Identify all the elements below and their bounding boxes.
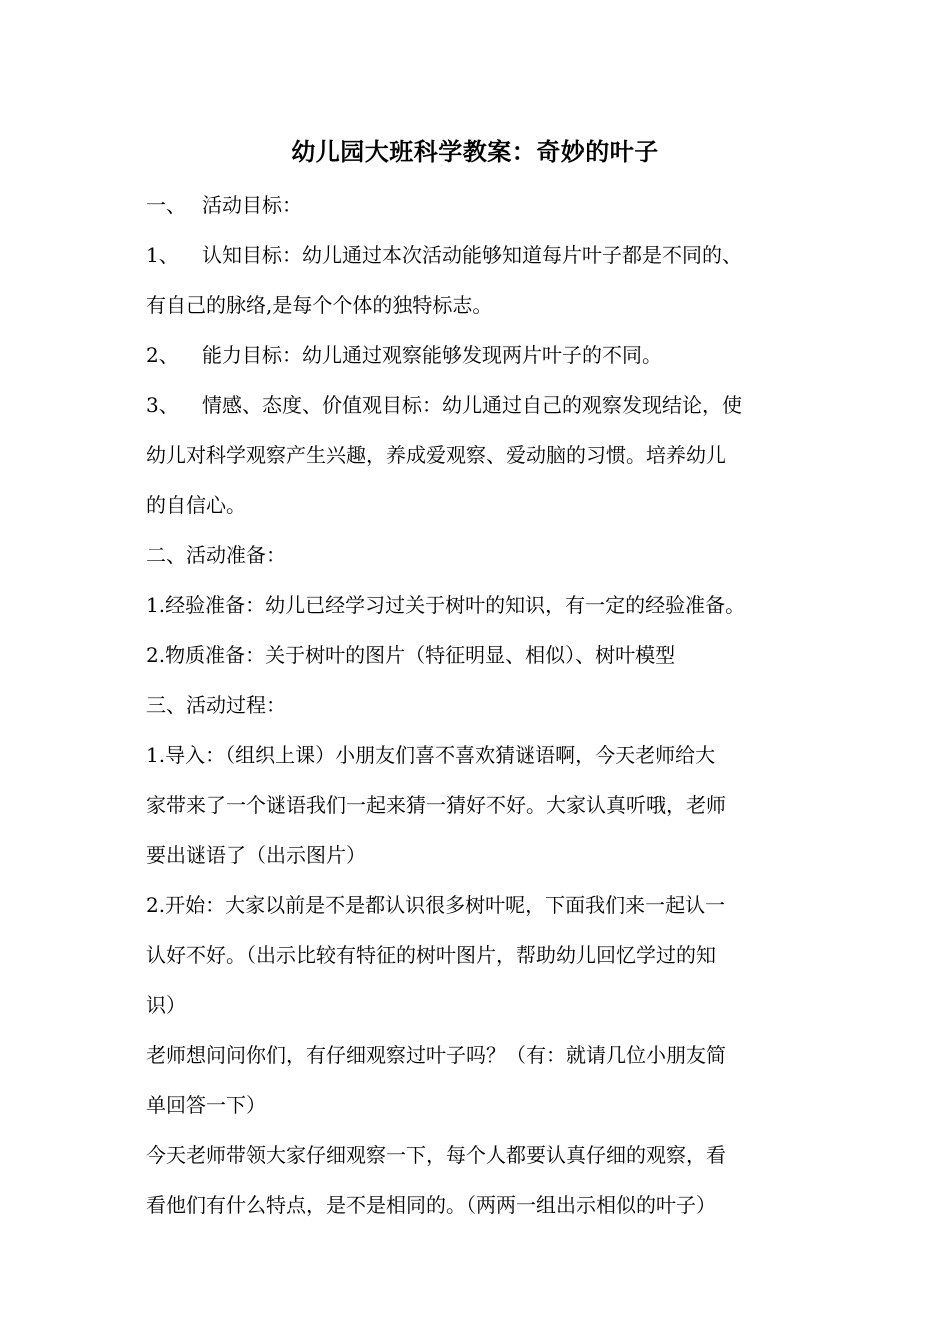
line-text: 认好不好。（出示比较有特征的树叶图片，帮助幼儿回忆学过的知	[146, 943, 716, 967]
section-heading	[146, 530, 814, 580]
line-text: 要出谜语了（出示图片）	[146, 843, 366, 867]
paragraph-line	[146, 880, 814, 930]
list-number: 2、	[146, 343, 179, 367]
line-text: 能力目标：幼儿通过观察能够发现两片叶子的不同。	[202, 343, 662, 367]
line-text: 2.开始：大家以前是不是都认识很多树叶呢，下面我们来一起认一	[146, 893, 726, 917]
list-number: 3、	[146, 393, 179, 417]
paragraph-line	[146, 930, 814, 980]
line-text: 2.物质准备：关于树叶的图片（特征明显、相似）、树叶模型	[146, 643, 676, 667]
paragraph-line	[146, 780, 814, 830]
paragraph-line	[146, 430, 814, 480]
line-text: 家带来了一个谜语我们一起来猜一猜好不好。大家认真听哦，老师	[146, 793, 726, 817]
line-text: 情感、态度、价值观目标：幼儿通过自己的观察发现结论，使	[202, 393, 742, 417]
list-number: 1、	[146, 243, 179, 267]
paragraph-line	[146, 230, 814, 280]
paragraph-line	[146, 380, 814, 430]
line-text: 二、活动准备：	[146, 543, 286, 567]
paragraph-line	[146, 480, 814, 530]
paragraph-line	[146, 630, 814, 680]
line-text: 老师想问问你们，有仔细观察过叶子吗？（有：就请几位小朋友简	[146, 1043, 726, 1067]
paragraph-line	[146, 980, 814, 1030]
line-text: 今天老师带领大家仔细观察一下，每个人都要认真仔细的观察，看	[146, 1143, 726, 1167]
paragraph-line	[146, 180, 814, 230]
line-text: 三、活动过程：	[146, 693, 286, 717]
line-text: 识）	[146, 993, 186, 1017]
line-text: 活动目标：	[202, 193, 302, 217]
paragraph-line	[146, 830, 814, 880]
paragraph-line	[146, 1180, 814, 1230]
page-title: 幼儿园大班科学教案：奇妙的叶子	[291, 137, 659, 166]
paragraph-line	[146, 1080, 814, 1130]
line-text: 1.导入：（组织上课）小朋友们喜不喜欢猜谜语啊，今天老师给大	[146, 743, 716, 767]
paragraph-line	[146, 1130, 814, 1180]
document-body	[146, 180, 814, 1230]
line-text: 的自信心。	[146, 493, 246, 517]
line-text: 单回答一下）	[146, 1093, 266, 1117]
line-text: 有自己的脉络,是每个个体的独特标志。	[146, 293, 493, 317]
paragraph-line	[146, 580, 814, 630]
line-text: 看他们有什么特点，是不是相同的。（两两一组出示相似的叶子）	[146, 1193, 716, 1217]
list-number: 一、	[146, 193, 186, 217]
paragraph-line	[146, 330, 814, 380]
paragraph-line	[146, 1030, 814, 1080]
paragraph-line	[146, 280, 814, 330]
section-heading	[146, 680, 814, 730]
paragraph-line	[146, 730, 814, 780]
line-text: 幼儿对科学观察产生兴趣，养成爱观察、爱动脑的习惯。培养幼儿	[146, 443, 726, 467]
line-text: 认知目标：幼儿通过本次活动能够知道每片叶子都是不同的、	[202, 243, 742, 267]
line-text: 1.经验准备：幼儿已经学习过关于树叶的知识，有一定的经验准备。	[146, 593, 746, 617]
